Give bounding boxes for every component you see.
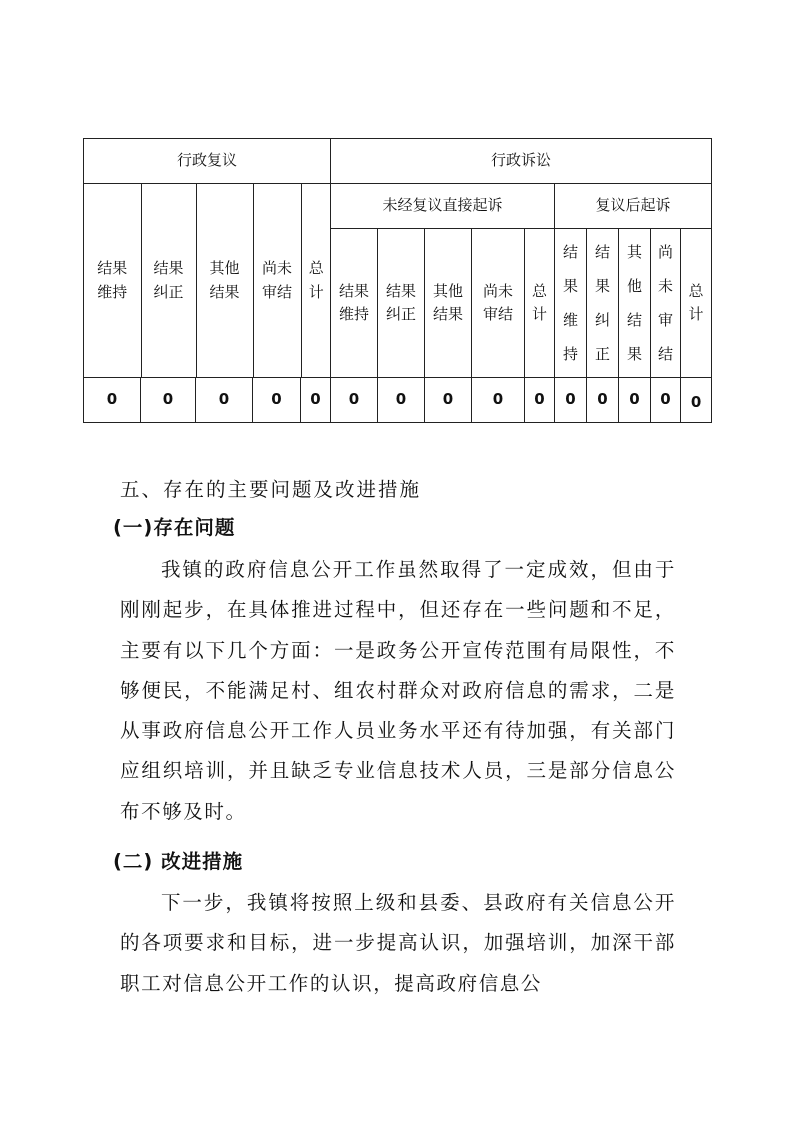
- value-cell: 0: [681, 378, 712, 423]
- value-cell: 0: [525, 378, 555, 423]
- col-header: 结果维持: [331, 229, 378, 378]
- header-admin-review: 行政复议: [84, 139, 331, 184]
- col-header: 总计: [308, 259, 324, 301]
- statistics-table: [83, 138, 712, 423]
- value-cell: 0: [587, 378, 619, 423]
- col-header: 其他结果: [619, 229, 651, 378]
- value-cell: 0: [425, 378, 472, 423]
- col-header: 尚未审结: [651, 229, 681, 378]
- value-cell: 0: [141, 378, 196, 423]
- col-header: 结果纠正: [141, 184, 196, 377]
- col-header: 总计: [525, 229, 555, 378]
- value-cell: 0: [378, 378, 425, 423]
- value-cell: 0: [472, 378, 525, 423]
- value-cell: 0: [84, 378, 141, 423]
- section-title: 五、存在的主要问题及改进措施: [120, 478, 422, 501]
- value-cell: 0: [301, 378, 331, 423]
- header-after-review-suit: 复议后起诉: [555, 184, 712, 229]
- col-header: 结果维持: [555, 229, 587, 378]
- paragraph-problems: 我镇的政府信息公开工作虽然取得了一定成效，但由于刚刚起步，在具体推进过程中，但还存在一些问题和不足，主要有以下几个方面：一是政务公开宣传范围有局限性，不够便民，不能满足村、组农村群众对政府信息的需求，二是从事政府信息公开工作人员业务水平还有待加强，有关部门应组织培训，并且缺乏专业信息技术人员，三是部分信息公布不够及时。: [120, 558, 676, 823]
- col-header: 总计: [681, 229, 712, 378]
- header-direct-suit: 未经复议直接起诉: [331, 184, 555, 229]
- subsection-title-problems: (一)存在问题: [113, 516, 236, 539]
- col-header: 尚未审结: [253, 184, 301, 377]
- col-header: 其他结果: [425, 229, 472, 378]
- col-header: 尚未审结: [472, 229, 525, 378]
- header-admin-litigation: 行政诉讼: [331, 139, 712, 184]
- value-cell: 0: [619, 378, 651, 423]
- value-cell: 0: [331, 378, 378, 423]
- col-header: 结果纠正: [587, 229, 619, 378]
- value-cell: 0: [253, 378, 301, 423]
- subsection-title-measures: (二) 改进措施: [113, 850, 244, 873]
- paragraph-measures: 下一步，我镇将按照上级和县委、县政府有关信息公开的各项要求和目标，进一步提高认识，加强培训，加深干部职工对信息公开工作的认识，提高政府信息公: [120, 891, 676, 995]
- col-header: 结果维持: [84, 184, 141, 377]
- review-subheaders: [84, 184, 331, 378]
- value-cell: 0: [651, 378, 681, 423]
- value-cell: 0: [555, 378, 587, 423]
- value-cell: 0: [196, 378, 253, 423]
- col-header: 其他结果: [196, 184, 253, 377]
- col-header: 结果纠正: [378, 229, 425, 378]
